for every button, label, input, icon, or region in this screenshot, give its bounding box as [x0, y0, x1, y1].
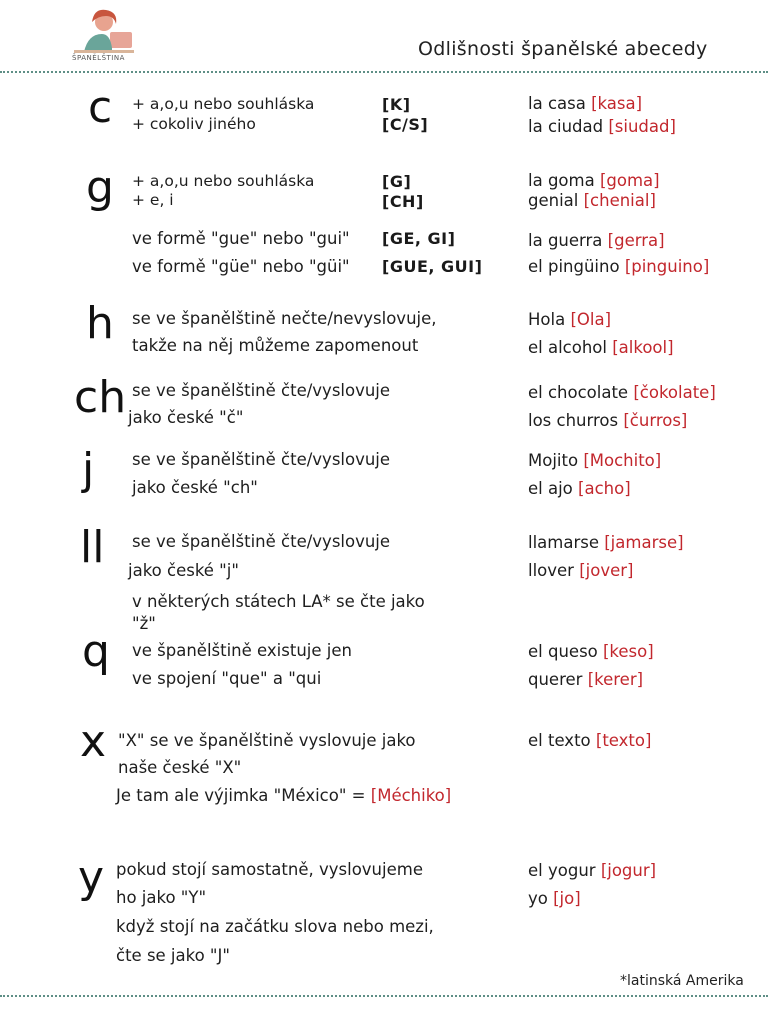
example: llamarse [jamarse]	[528, 533, 684, 552]
letter-j: j	[82, 444, 95, 495]
logo-text: ŠPANĚLŠTINA	[72, 54, 125, 62]
rule-text: ve španělštině existuje jen	[132, 641, 352, 660]
pronunciation: [GUE, GUI]	[382, 257, 483, 276]
example: la guerra [gerra]	[528, 231, 665, 250]
example: Hola [Ola]	[528, 310, 612, 329]
letter-ll: ll	[80, 522, 105, 573]
rule-text: pokud stojí samostatně, vyslovujeme	[116, 860, 423, 879]
rule-text: + a,o,u nebo souhláska	[132, 95, 315, 113]
example: el queso [keso]	[528, 642, 654, 661]
example: los churros [čurros]	[528, 411, 688, 430]
example: la goma [goma]	[528, 171, 660, 190]
letter-y: y	[78, 852, 105, 903]
logo	[70, 8, 138, 66]
example: el ajo [acho]	[528, 479, 631, 498]
pronunciation: [GE, GI]	[382, 229, 456, 248]
pronunciation: [C/S]	[382, 115, 429, 134]
letter-ch: ch	[74, 372, 127, 423]
example: la ciudad [siudad]	[528, 117, 676, 136]
pronunciation: [G]	[382, 172, 412, 191]
rule-text: v některých státech LA* se čte jako	[132, 592, 425, 611]
example: el alcohol [alkool]	[528, 338, 674, 357]
rule-text: když stojí na začátku slova nebo mezi,	[116, 917, 434, 936]
example: Mojito [Mochito]	[528, 451, 662, 470]
rule-text: + a,o,u nebo souhláska	[132, 172, 315, 190]
rule-text: jako české "ch"	[132, 478, 258, 497]
footnote: *latinská Amerika	[620, 973, 744, 989]
example: genial [chenial]	[528, 191, 656, 210]
letter-h: h	[86, 298, 114, 349]
rule-text: se ve španělštině čte/vyslovuje	[132, 532, 391, 551]
rule-text: ve formě "güe" nebo "güi"	[132, 257, 350, 276]
letter-x: x	[80, 716, 107, 767]
example: el texto [texto]	[528, 731, 652, 750]
footer-divider	[0, 995, 768, 997]
rule-text: naše české "X"	[118, 758, 242, 777]
rule-text: ho jako "Y"	[116, 888, 207, 907]
example: la casa [kasa]	[528, 94, 643, 113]
rule-text: jako české "j"	[128, 561, 239, 580]
rule-text: čte se jako "J"	[116, 946, 230, 965]
example: llover [jover]	[528, 561, 634, 580]
rule-text: se ve španělštině čte/vyslovuje	[132, 381, 391, 400]
rule-text: Je tam ale výjimka "México" = [Méchiko]	[116, 786, 452, 805]
pronunciation: [K]	[382, 95, 411, 114]
letter-c: c	[88, 82, 113, 133]
letter-g: g	[86, 162, 114, 213]
pronunciation: [CH]	[382, 192, 424, 211]
example: el pingüino [pinguino]	[528, 257, 710, 276]
page-title: Odlišnosti španělské abecedy	[418, 38, 708, 60]
rule-text: "ž"	[132, 614, 156, 633]
rule-text: jako české "č"	[128, 408, 244, 427]
rule-text: ve formě "gue" nebo "gui"	[132, 229, 350, 248]
rule-text: ve spojení "que" a "qui	[132, 669, 322, 688]
rule-text: takže na něj můžeme zapomenout	[132, 336, 419, 355]
example: querer [kerer]	[528, 670, 644, 689]
rule-text: se ve španělštině nečte/nevyslovuje,	[132, 309, 437, 328]
rule-text: + e, i	[132, 191, 174, 209]
rule-text: + cokoliv jiného	[132, 115, 256, 133]
rule-text: "X" se ve španělštině vyslovuje jako	[118, 731, 416, 750]
example: el yogur [jogur]	[528, 861, 657, 880]
example: yo [jo]	[528, 889, 581, 908]
letter-q: q	[82, 626, 110, 677]
header-divider	[0, 71, 768, 73]
rule-text: se ve španělštině čte/vyslovuje	[132, 450, 391, 469]
example: el chocolate [čokolate]	[528, 383, 716, 402]
